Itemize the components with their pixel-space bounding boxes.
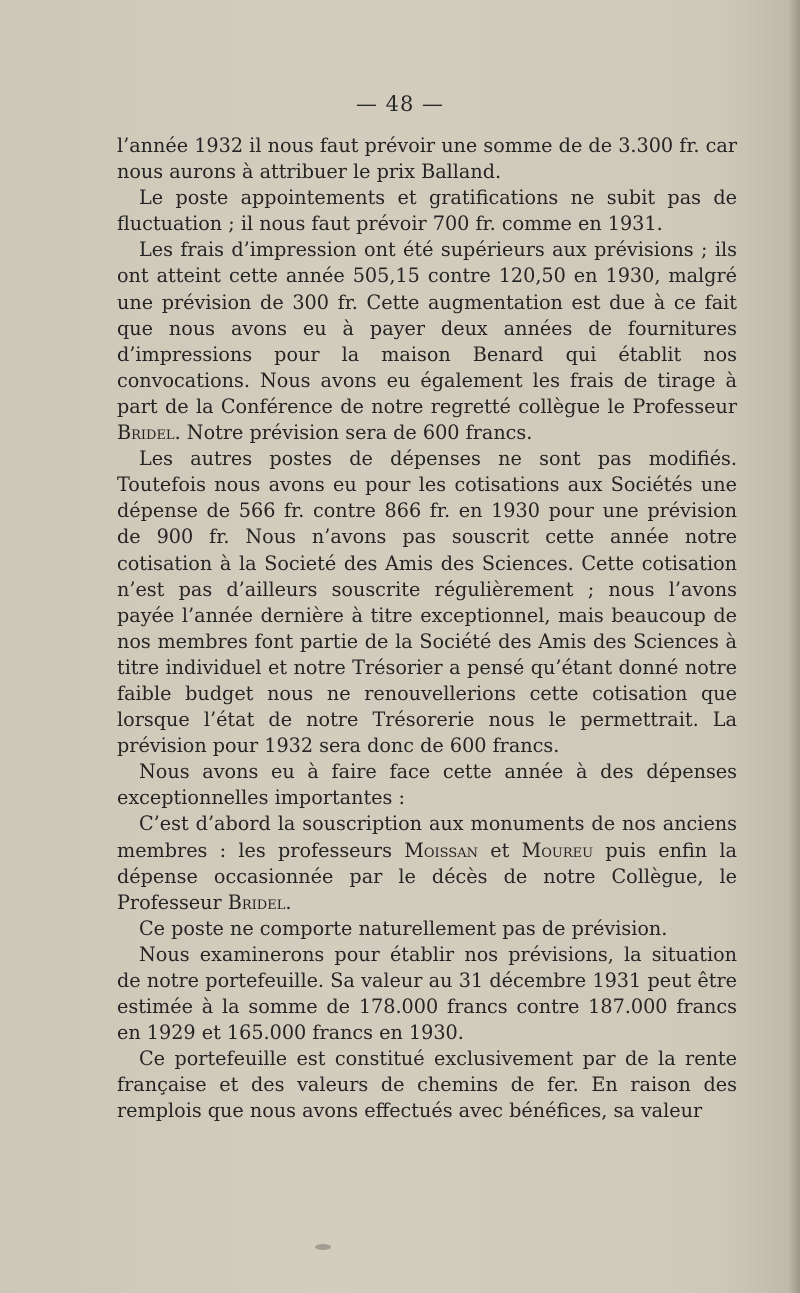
- name-small-caps: Moureu: [521, 838, 594, 862]
- paragraph-text: Les autres postes de dépenses ne sont pas modifiés. Toutefois nous avons eu pour les cotisations aux Sociétés une dépense de 566 fr. contre 866 fr. en 1930 pour une prévision de 900 fr. Nous n’avons pas souscrit cette année notre cotisation à la Societé des Amis des Sciences. Cette cotisation n’est pas d’ailleurs souscrite régulièrement ; nous l’avons payée l’année dernière à titre exceptionnel, mais beaucoup de nos membres font partie de la Société des Amis des Sciences à titre individuel et notre Trésorier a pensé qu’étant donné notre faible budget nous ne renouvellerions cette cotisation que lorsque l’état de notre Trésorerie nous le permettrait. La prévision pour 1932 sera donc de 600 francs.: [117, 447, 737, 758]
- paragraph: [117, 237, 737, 446]
- paragraph-text: puis enfin la dépense occasionnée par le décès de notre Collègue, le Professeur: [117, 838, 737, 914]
- paragraph-text: C’est d’abord la souscription aux monuments de nos anciens membres : les professeurs: [117, 812, 737, 862]
- paragraph: [117, 916, 737, 942]
- paragraph-text: Ce portefeuille est constitué exclusivement par de la rente française et des valeurs de chemins de fer. En raison des remplois que nous avons effectués avec bénéfices, sa valeur: [117, 1047, 737, 1123]
- paragraph-text: et: [477, 838, 522, 862]
- paragraph-text: Nous avons eu à faire face cette année à des dépenses exceptionnelles importantes :: [117, 760, 737, 810]
- paragraph: [117, 185, 737, 237]
- paragraph: [117, 1046, 737, 1124]
- page-number: — 48 —: [355, 92, 445, 116]
- paragraph-text: l’année 1932 il nous faut prévoir une somme de de 3.300 fr. car nous aurons à attribuer le prix Balland.: [117, 134, 737, 184]
- paragraph-text: Nous examinerons pour établir nos prévisions, la situation de notre portefeuille. Sa valeur au 31 décembre 1931 peut être estimée à la somme de 178.000 francs contre 187.000 francs en 1929 et 165.000 francs en 1930.: [117, 942, 737, 1045]
- paragraph: [117, 446, 737, 759]
- page-edge-shadow: [788, 0, 800, 1293]
- paragraph: [117, 942, 737, 1046]
- body-text: [117, 133, 737, 1125]
- paragraph-text: Le poste appointements et gratifications ne subit pas de fluctuation ; il nous faut prévoir 700 fr. comme en 1931.: [117, 186, 737, 236]
- paragraph: [117, 759, 737, 811]
- name-small-caps: Bridel: [117, 421, 175, 445]
- paragraph-text: Les frais d’impression ont été supérieurs aux prévisions ; ils ont atteint cette année 505,15 contre 120,50 en 1930, malgré une prévision de 300 fr. Cette augmentation est due à ce fait que nous avons eu à payer deux années de fournitures d’impressions pour la maison Benard qui établit nos convocations. Nous avons eu également les frais de tirage à part de la Conférence de notre regretté collègue le Professeur: [117, 238, 737, 418]
- paragraph: [117, 133, 737, 185]
- paragraph-text: Ce poste ne comporte naturellement pas de prévision.: [139, 916, 668, 940]
- paragraph: [117, 811, 737, 915]
- paragraph-text: . Notre prévision sera de 600 francs.: [174, 421, 533, 445]
- name-small-caps: Bridel: [227, 890, 286, 914]
- name-small-caps: Moissan: [404, 838, 478, 862]
- paragraph-text: .: [285, 890, 292, 914]
- ink-smudge: [315, 1244, 331, 1250]
